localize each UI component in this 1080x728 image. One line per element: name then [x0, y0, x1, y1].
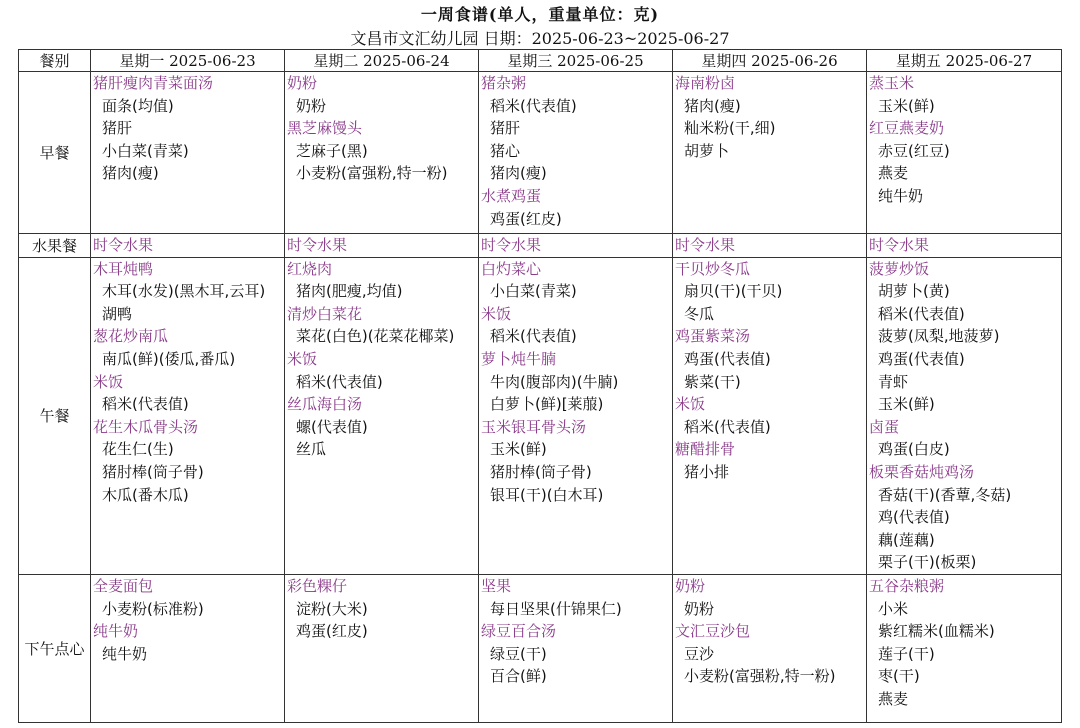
ingredient: 胡萝卜(黄) — [878, 282, 950, 301]
ingredient: 青虾 — [878, 372, 909, 391]
ingredient: 菠萝(凤梨,地菠萝) — [878, 327, 1000, 346]
ingredient: 奶粉 — [296, 96, 327, 115]
dish-name: 蒸玉米 — [869, 74, 915, 92]
ingredient: 扇贝(干)(干贝) — [684, 282, 783, 301]
ingredient: 玉米(鲜) — [490, 440, 547, 459]
ingredient: 木瓜(番木瓜) — [102, 485, 189, 504]
ingredient: 莲子(干) — [878, 644, 935, 663]
dish-name: 白灼菜心 — [481, 259, 542, 278]
ingredient: 燕麦 — [878, 689, 909, 708]
ingredient: 螺(代表值) — [296, 417, 368, 436]
header-day-1: 星期一 2025-06-23 — [91, 50, 285, 72]
dish-name: 卤蛋 — [869, 417, 900, 436]
menu-cell — [91, 257, 285, 574]
ingredient: 稻米(代表值) — [102, 395, 189, 414]
ingredient: 南瓜(鲜)(倭瓜,番瓜) — [102, 349, 236, 368]
ingredient: 猪肝 — [102, 119, 133, 138]
dish-name: 黑芝麻馒头 — [287, 119, 363, 138]
ingredient: 猪肘棒(筒子骨) — [102, 462, 204, 481]
ingredient: 花生仁(生) — [102, 440, 174, 459]
menu-cell — [867, 234, 1062, 258]
ingredient: 胡萝卜 — [684, 141, 730, 160]
dish-name: 糖醋排骨 — [675, 440, 736, 459]
ingredient: 猪肉(瘦) — [684, 96, 741, 115]
menu-cell — [867, 72, 1062, 234]
dish-name: 时令水果 — [93, 236, 154, 254]
menu-cell — [673, 574, 867, 722]
meal-label: 早餐 — [19, 72, 91, 234]
dish-name: 时令水果 — [869, 236, 930, 254]
ingredient: 燕麦 — [878, 164, 909, 183]
ingredient: 香菇(干)(香蕈,冬菇) — [878, 485, 1012, 504]
ingredient: 鸡蛋(红皮) — [296, 622, 368, 641]
ingredient: 银耳(干)(白木耳) — [490, 485, 604, 504]
ingredient: 小白菜(青菜) — [102, 141, 189, 160]
dish-name: 五谷杂粮粥 — [869, 576, 945, 595]
menu-cell — [479, 257, 673, 574]
ingredient: 百合(鲜) — [490, 667, 547, 686]
dish-name: 玉米银耳骨头汤 — [481, 417, 587, 436]
ingredient: 纯牛奶 — [878, 186, 924, 205]
ingredient: 鸡蛋(代表值) — [684, 349, 771, 368]
dish-name: 丝瓜海白汤 — [287, 395, 363, 414]
header-row — [19, 50, 1062, 72]
menu-cell — [479, 574, 673, 722]
dish-name: 萝卜炖牛腩 — [481, 349, 557, 368]
dish-name: 葱花炒南瓜 — [93, 327, 169, 346]
ingredient: 赤豆(红豆) — [878, 141, 950, 160]
ingredient: 木耳(水发)(黑木耳,云耳) — [102, 282, 266, 301]
ingredient: 藕(莲藕) — [878, 530, 935, 549]
header-meal: 餐别 — [19, 50, 91, 72]
dish-name: 猪杂粥 — [481, 74, 527, 92]
ingredient: 猪肉(肥瘦,均值) — [296, 282, 403, 301]
ingredient: 稻米(代表值) — [490, 327, 577, 346]
menu-cell — [91, 72, 285, 234]
row-lunch — [19, 257, 1062, 574]
meal-label: 下午点心 — [19, 574, 91, 722]
ingredient: 芝麻子(黑) — [296, 141, 368, 160]
ingredient: 猪肉(瘦) — [102, 164, 159, 183]
ingredient: 纯牛奶 — [102, 644, 148, 663]
menu-cell — [285, 257, 479, 574]
ingredient: 菜花(白色)(花菜花椰菜) — [296, 327, 455, 346]
row-fruit — [19, 234, 1062, 258]
ingredient: 丝瓜 — [296, 440, 327, 459]
dish-name: 彩色粿仔 — [287, 576, 348, 595]
ingredient: 猪肉(瘦) — [490, 164, 547, 183]
ingredient: 牛肉(腹部肉)(牛腩) — [490, 372, 619, 391]
dish-name: 海南粉卤 — [675, 74, 736, 92]
ingredient: 紫红糯米(血糯米) — [878, 622, 995, 641]
menu-cell — [673, 72, 867, 234]
menu-cell — [91, 234, 285, 258]
header-day-5: 星期五 2025-06-27 — [867, 50, 1062, 72]
dish-name: 奶粉 — [675, 576, 706, 595]
ingredient: 猪小排 — [684, 462, 730, 481]
menu-cell — [285, 574, 479, 722]
dish-name: 猪肝瘦肉青菜面汤 — [93, 74, 214, 92]
menu-cell — [673, 234, 867, 258]
dish-name: 花生木瓜骨头汤 — [93, 417, 199, 436]
dish-name: 奶粉 — [287, 74, 318, 92]
dish-name: 绿豆百合汤 — [481, 622, 557, 641]
dish-name: 文汇豆沙包 — [675, 622, 751, 641]
ingredient: 猪心 — [490, 141, 521, 160]
ingredient: 鸡蛋(红皮) — [490, 209, 562, 228]
page-subtitle: 文昌市文汇幼儿园 日期：2025-06-23~2025-06-27 — [350, 29, 730, 48]
ingredient: 籼米粉(干,细) — [684, 119, 776, 138]
ingredient: 奶粉 — [684, 599, 715, 618]
dish-name: 时令水果 — [481, 236, 542, 254]
ingredient: 小白菜(青菜) — [490, 282, 577, 301]
dish-name: 米饭 — [675, 395, 706, 414]
header-day-2: 星期二 2025-06-24 — [285, 50, 479, 72]
dish-name: 水煮鸡蛋 — [481, 186, 542, 205]
dish-name: 米饭 — [287, 349, 318, 368]
ingredient: 面条(均值) — [102, 96, 174, 115]
meal-label: 水果餐 — [19, 234, 91, 258]
dish-name: 菠萝炒饭 — [869, 259, 930, 278]
menu-cell — [867, 574, 1062, 722]
ingredient: 鸡蛋(代表值) — [878, 349, 965, 368]
menu-cell — [867, 257, 1062, 574]
row-snack — [19, 574, 1062, 722]
dish-name: 坚果 — [481, 576, 512, 595]
dish-name: 红豆燕麦奶 — [869, 119, 945, 138]
dish-name: 全麦面包 — [93, 576, 154, 595]
page-title: 一周食谱(单人，重量单位：克) — [420, 5, 660, 24]
menu-cell — [285, 234, 479, 258]
ingredient: 鸡(代表值) — [878, 508, 950, 527]
dish-name: 米饭 — [481, 304, 512, 323]
ingredient: 猪肘棒(筒子骨) — [490, 462, 592, 481]
dish-name: 鸡蛋紫菜汤 — [675, 327, 751, 346]
ingredient: 栗子(干)(板栗) — [878, 553, 977, 572]
dish-name: 干贝炒冬瓜 — [675, 259, 751, 278]
dish-name: 红烧肉 — [287, 259, 333, 278]
ingredient: 豆沙 — [684, 644, 715, 663]
dish-name: 米饭 — [93, 372, 124, 391]
ingredient: 小米 — [878, 599, 909, 618]
dish-name: 木耳炖鸭 — [93, 259, 154, 278]
ingredient: 稻米(代表值) — [296, 372, 383, 391]
ingredient: 猪肝 — [490, 119, 521, 138]
ingredient: 小麦粉(富强粉,特一粉) — [684, 667, 836, 686]
menu-cell — [479, 72, 673, 234]
menu-table — [18, 49, 1062, 723]
ingredient: 玉米(鲜) — [878, 395, 935, 414]
menu-cell — [479, 234, 673, 258]
ingredient: 鸡蛋(白皮) — [878, 440, 950, 459]
row-breakfast — [19, 72, 1062, 234]
header-day-4: 星期四 2025-06-26 — [673, 50, 867, 72]
ingredient: 淀粉(大米) — [296, 599, 368, 618]
ingredient: 紫菜(干) — [684, 372, 741, 391]
ingredient: 冬瓜 — [684, 304, 715, 323]
dish-name: 清炒白菜花 — [287, 304, 363, 323]
ingredient: 稻米(代表值) — [684, 417, 771, 436]
ingredient: 白萝卜(鲜)[莱菔) — [490, 395, 604, 414]
ingredient: 绿豆(干) — [490, 644, 547, 663]
dish-name: 时令水果 — [675, 236, 736, 254]
meal-label: 午餐 — [19, 257, 91, 574]
ingredient: 枣(干) — [878, 667, 920, 686]
menu-cell — [673, 257, 867, 574]
dish-name: 时令水果 — [287, 236, 348, 254]
dish-name: 纯牛奶 — [93, 622, 139, 641]
dish-name: 板栗香菇炖鸡汤 — [869, 462, 975, 481]
ingredient: 每日坚果(什锦果仁) — [490, 599, 622, 618]
ingredient: 小麦粉(标准粉) — [102, 599, 204, 618]
ingredient: 玉米(鲜) — [878, 96, 935, 115]
ingredient: 小麦粉(富强粉,特一粉) — [296, 164, 448, 183]
menu-cell — [285, 72, 479, 234]
ingredient: 湖鸭 — [102, 304, 133, 323]
menu-cell — [91, 574, 285, 722]
header-day-3: 星期三 2025-06-25 — [479, 50, 673, 72]
ingredient: 稻米(代表值) — [878, 304, 965, 323]
ingredient: 稻米(代表值) — [490, 96, 577, 115]
